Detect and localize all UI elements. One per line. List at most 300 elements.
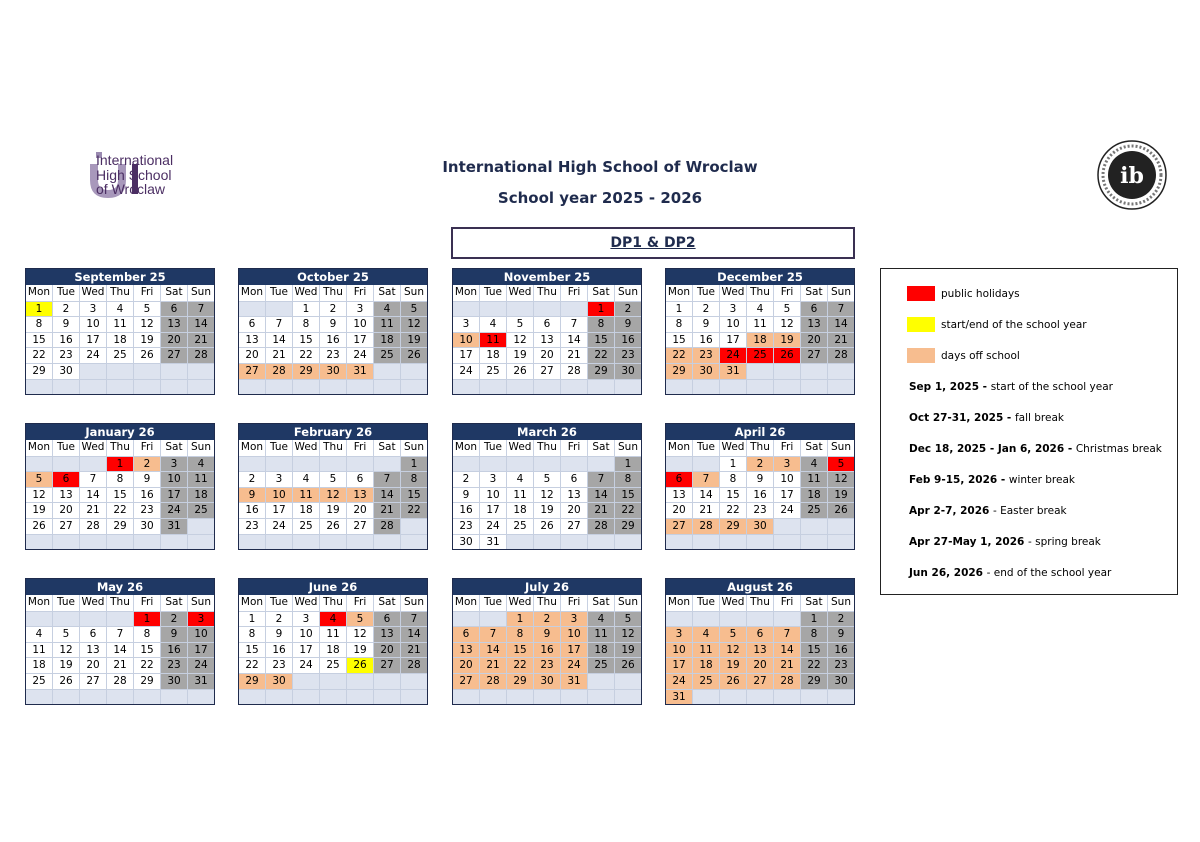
day-cell: 28 bbox=[401, 657, 427, 673]
weekday-label: Thu bbox=[747, 285, 774, 301]
empty-cell bbox=[53, 456, 80, 472]
week-row bbox=[453, 456, 641, 472]
empty-cell bbox=[453, 611, 480, 627]
empty-cell bbox=[266, 689, 293, 705]
day-cell: 22 bbox=[588, 347, 615, 363]
day-cell: 2 bbox=[828, 611, 854, 627]
day-cell: 28 bbox=[588, 518, 615, 534]
weekday-label: Sun bbox=[828, 595, 854, 611]
empty-cell bbox=[374, 363, 401, 379]
day-cell: 15 bbox=[293, 332, 320, 348]
day-cell: 27 bbox=[453, 673, 480, 689]
weekday-label: Sun bbox=[828, 440, 854, 456]
empty-cell bbox=[188, 518, 214, 534]
day-cell: 13 bbox=[561, 487, 588, 503]
day-cell: 2 bbox=[134, 456, 161, 472]
empty-cell bbox=[720, 379, 747, 395]
weekday-header-row bbox=[453, 595, 641, 611]
empty-cell bbox=[507, 379, 534, 395]
day-cell: 1 bbox=[801, 611, 828, 627]
day-cell: 8 bbox=[239, 626, 266, 642]
day-cell: 4 bbox=[188, 456, 214, 472]
day-cell: 14 bbox=[374, 487, 401, 503]
month-may-26 bbox=[25, 578, 215, 705]
day-cell: 25 bbox=[26, 673, 53, 689]
day-cell: 28 bbox=[828, 347, 854, 363]
day-cell: 29 bbox=[134, 673, 161, 689]
day-cell: 30 bbox=[615, 363, 641, 379]
day-cell: 31 bbox=[347, 363, 374, 379]
day-cell: 2 bbox=[53, 301, 80, 317]
weekday-label: Wed bbox=[720, 595, 747, 611]
week-row bbox=[666, 301, 854, 317]
legend-date: Apr 2-7, 2026 bbox=[909, 505, 993, 517]
empty-cell bbox=[774, 689, 801, 705]
empty-cell bbox=[774, 518, 801, 534]
week-row bbox=[453, 332, 641, 348]
weekday-label: Sun bbox=[401, 285, 427, 301]
day-cell: 19 bbox=[720, 657, 747, 673]
day-cell: 2 bbox=[615, 301, 641, 317]
day-cell: 14 bbox=[774, 642, 801, 658]
empty-cell bbox=[774, 611, 801, 627]
day-cell: 28 bbox=[80, 518, 107, 534]
weekday-label: Sat bbox=[374, 440, 401, 456]
month-title: October 25 bbox=[239, 269, 427, 285]
week-row bbox=[453, 626, 641, 642]
day-cell: 27 bbox=[534, 363, 561, 379]
weekday-label: Fri bbox=[561, 440, 588, 456]
day-cell: 4 bbox=[588, 611, 615, 627]
day-cell: 2 bbox=[453, 471, 480, 487]
day-cell: 3 bbox=[266, 471, 293, 487]
weekday-label: Sat bbox=[588, 285, 615, 301]
day-cell: 20 bbox=[53, 502, 80, 518]
week-row bbox=[239, 611, 427, 627]
day-cell: 1 bbox=[666, 301, 693, 317]
empty-cell bbox=[374, 689, 401, 705]
weekday-label: Fri bbox=[134, 285, 161, 301]
weekday-header-row bbox=[26, 440, 214, 456]
day-cell: 16 bbox=[693, 332, 720, 348]
day-cell: 3 bbox=[561, 611, 588, 627]
empty-cell bbox=[453, 456, 480, 472]
weekday-label: Sun bbox=[615, 595, 641, 611]
day-cell: 19 bbox=[828, 487, 854, 503]
day-cell: 26 bbox=[26, 518, 53, 534]
day-cell: 17 bbox=[80, 332, 107, 348]
day-cell: 20 bbox=[80, 657, 107, 673]
empty-cell bbox=[239, 301, 266, 317]
day-cell: 24 bbox=[266, 518, 293, 534]
month-title: March 26 bbox=[453, 424, 641, 440]
empty-cell bbox=[188, 689, 214, 705]
weekday-label: Sun bbox=[615, 285, 641, 301]
day-cell: 25 bbox=[107, 347, 134, 363]
month-december-25 bbox=[665, 268, 855, 395]
empty-cell bbox=[347, 379, 374, 395]
day-cell: 14 bbox=[693, 487, 720, 503]
day-cell: 21 bbox=[266, 347, 293, 363]
day-cell: 27 bbox=[239, 363, 266, 379]
empty-cell bbox=[774, 363, 801, 379]
day-cell: 14 bbox=[828, 316, 854, 332]
day-cell: 14 bbox=[561, 332, 588, 348]
empty-cell bbox=[107, 379, 134, 395]
day-cell: 9 bbox=[828, 626, 854, 642]
day-cell: 18 bbox=[747, 332, 774, 348]
day-cell: 25 bbox=[747, 347, 774, 363]
month-november-25 bbox=[452, 268, 642, 395]
day-cell: 4 bbox=[374, 301, 401, 317]
empty-cell bbox=[320, 534, 347, 550]
day-cell: 21 bbox=[401, 642, 427, 658]
empty-cell bbox=[320, 689, 347, 705]
weekday-label: Mon bbox=[239, 440, 266, 456]
empty-cell bbox=[161, 689, 188, 705]
day-cell: 10 bbox=[666, 642, 693, 658]
weekday-label: Sat bbox=[801, 285, 828, 301]
empty-cell bbox=[801, 379, 828, 395]
day-cell: 18 bbox=[107, 332, 134, 348]
day-cell: 30 bbox=[134, 518, 161, 534]
weekday-label: Mon bbox=[666, 440, 693, 456]
day-cell: 13 bbox=[801, 316, 828, 332]
day-cell: 29 bbox=[293, 363, 320, 379]
day-cell: 15 bbox=[26, 332, 53, 348]
legend-date: Apr 27-May 1, 2026 bbox=[909, 536, 1028, 548]
day-cell: 11 bbox=[507, 487, 534, 503]
empty-cell bbox=[53, 611, 80, 627]
weekday-label: Tue bbox=[693, 440, 720, 456]
day-cell: 18 bbox=[320, 642, 347, 658]
empty-cell bbox=[507, 534, 534, 550]
month-march-26 bbox=[452, 423, 642, 550]
day-cell: 12 bbox=[828, 471, 854, 487]
empty-cell bbox=[401, 379, 427, 395]
day-cell: 26 bbox=[720, 673, 747, 689]
empty-cell bbox=[561, 534, 588, 550]
empty-cell bbox=[615, 379, 641, 395]
day-cell: 22 bbox=[615, 502, 641, 518]
day-cell: 12 bbox=[53, 642, 80, 658]
weekday-label: Thu bbox=[320, 595, 347, 611]
legend-date-note bbox=[909, 536, 1101, 548]
weekday-label: Mon bbox=[239, 285, 266, 301]
day-cell: 1 bbox=[26, 301, 53, 317]
empty-cell bbox=[374, 379, 401, 395]
weekday-label: Wed bbox=[507, 595, 534, 611]
day-cell: 27 bbox=[801, 347, 828, 363]
day-cell: 17 bbox=[480, 502, 507, 518]
week-row bbox=[666, 363, 854, 379]
day-cell: 17 bbox=[347, 332, 374, 348]
empty-cell bbox=[347, 689, 374, 705]
empty-cell bbox=[480, 379, 507, 395]
empty-cell bbox=[480, 689, 507, 705]
day-cell: 20 bbox=[747, 657, 774, 673]
day-cell: 13 bbox=[534, 332, 561, 348]
weekday-label: Fri bbox=[347, 595, 374, 611]
day-cell: 12 bbox=[507, 332, 534, 348]
day-cell: 15 bbox=[720, 487, 747, 503]
day-cell: 2 bbox=[534, 611, 561, 627]
day-cell: 14 bbox=[401, 626, 427, 642]
empty-cell bbox=[453, 689, 480, 705]
day-cell: 25 bbox=[588, 657, 615, 673]
week-row bbox=[453, 487, 641, 503]
day-cell: 11 bbox=[374, 316, 401, 332]
weekday-label: Wed bbox=[80, 595, 107, 611]
weekday-label: Sat bbox=[161, 440, 188, 456]
day-cell: 4 bbox=[293, 471, 320, 487]
page-subtitle: School year 2025 - 2026 bbox=[497, 189, 703, 207]
empty-cell bbox=[26, 534, 53, 550]
week-row bbox=[26, 534, 214, 550]
empty-cell bbox=[80, 379, 107, 395]
day-cell: 4 bbox=[107, 301, 134, 317]
day-cell: 1 bbox=[588, 301, 615, 317]
week-row bbox=[453, 689, 641, 705]
legend-description: - end of the school year bbox=[986, 567, 1112, 579]
week-row bbox=[239, 642, 427, 658]
day-cell: 7 bbox=[401, 611, 427, 627]
week-row bbox=[453, 502, 641, 518]
weekday-label: Fri bbox=[134, 440, 161, 456]
weekday-label: Thu bbox=[747, 440, 774, 456]
day-cell: 24 bbox=[80, 347, 107, 363]
day-cell: 19 bbox=[347, 642, 374, 658]
day-cell: 26 bbox=[507, 363, 534, 379]
day-cell: 28 bbox=[107, 673, 134, 689]
day-cell: 11 bbox=[107, 316, 134, 332]
day-cell: 1 bbox=[615, 456, 641, 472]
day-cell: 1 bbox=[401, 456, 427, 472]
day-cell: 24 bbox=[666, 673, 693, 689]
day-cell: 24 bbox=[774, 502, 801, 518]
day-cell: 10 bbox=[774, 471, 801, 487]
empty-cell bbox=[26, 611, 53, 627]
day-cell: 18 bbox=[507, 502, 534, 518]
day-cell: 12 bbox=[774, 316, 801, 332]
day-cell: 26 bbox=[53, 673, 80, 689]
day-cell: 11 bbox=[480, 332, 507, 348]
week-row bbox=[666, 673, 854, 689]
week-row bbox=[26, 611, 214, 627]
week-row bbox=[239, 657, 427, 673]
day-cell: 6 bbox=[453, 626, 480, 642]
day-cell: 22 bbox=[720, 502, 747, 518]
day-cell: 18 bbox=[26, 657, 53, 673]
day-cell: 17 bbox=[453, 347, 480, 363]
weekday-header-row bbox=[666, 595, 854, 611]
week-row bbox=[453, 657, 641, 673]
day-cell: 5 bbox=[615, 611, 641, 627]
empty-cell bbox=[347, 534, 374, 550]
day-cell: 2 bbox=[161, 611, 188, 627]
day-cell: 2 bbox=[239, 471, 266, 487]
day-cell: 1 bbox=[507, 611, 534, 627]
day-cell: 14 bbox=[80, 487, 107, 503]
day-cell: 31 bbox=[480, 534, 507, 550]
day-cell: 6 bbox=[801, 301, 828, 317]
week-row bbox=[239, 363, 427, 379]
weekday-label: Thu bbox=[107, 595, 134, 611]
day-cell: 9 bbox=[53, 316, 80, 332]
day-cell: 12 bbox=[720, 642, 747, 658]
day-cell: 9 bbox=[239, 487, 266, 503]
weekday-label: Sun bbox=[188, 595, 214, 611]
empty-cell bbox=[507, 456, 534, 472]
weekday-label: Mon bbox=[26, 440, 53, 456]
empty-cell bbox=[774, 379, 801, 395]
day-cell: 16 bbox=[534, 642, 561, 658]
day-cell: 7 bbox=[693, 471, 720, 487]
empty-cell bbox=[347, 456, 374, 472]
day-cell: 20 bbox=[347, 502, 374, 518]
month-january-26 bbox=[25, 423, 215, 550]
day-cell: 8 bbox=[507, 626, 534, 642]
day-cell: 27 bbox=[747, 673, 774, 689]
week-row bbox=[239, 347, 427, 363]
month-june-26 bbox=[238, 578, 428, 705]
day-cell: 2 bbox=[266, 611, 293, 627]
day-cell: 19 bbox=[320, 502, 347, 518]
empty-cell bbox=[534, 534, 561, 550]
weekday-label: Mon bbox=[666, 595, 693, 611]
week-row bbox=[666, 611, 854, 627]
day-cell: 13 bbox=[161, 316, 188, 332]
day-cell: 21 bbox=[561, 347, 588, 363]
day-cell: 21 bbox=[107, 657, 134, 673]
day-cell: 10 bbox=[188, 626, 214, 642]
week-row bbox=[453, 379, 641, 395]
empty-cell bbox=[507, 301, 534, 317]
day-cell: 28 bbox=[480, 673, 507, 689]
day-cell: 28 bbox=[374, 518, 401, 534]
day-cell: 9 bbox=[747, 471, 774, 487]
day-cell: 26 bbox=[347, 657, 374, 673]
day-cell: 26 bbox=[828, 502, 854, 518]
day-cell: 30 bbox=[53, 363, 80, 379]
weekday-label: Tue bbox=[53, 440, 80, 456]
weekday-label: Thu bbox=[107, 285, 134, 301]
week-row bbox=[26, 642, 214, 658]
weekday-label: Wed bbox=[720, 285, 747, 301]
day-cell: 18 bbox=[693, 657, 720, 673]
week-row bbox=[26, 471, 214, 487]
day-cell: 17 bbox=[720, 332, 747, 348]
day-cell: 30 bbox=[320, 363, 347, 379]
day-cell: 8 bbox=[293, 316, 320, 332]
day-cell: 23 bbox=[161, 657, 188, 673]
day-cell: 22 bbox=[293, 347, 320, 363]
weekday-label: Fri bbox=[561, 595, 588, 611]
day-cell: 19 bbox=[134, 332, 161, 348]
day-cell: 16 bbox=[134, 487, 161, 503]
day-cell: 23 bbox=[266, 657, 293, 673]
week-row bbox=[666, 642, 854, 658]
day-cell: 22 bbox=[801, 657, 828, 673]
day-cell: 15 bbox=[107, 487, 134, 503]
day-cell: 10 bbox=[347, 316, 374, 332]
day-cell: 3 bbox=[80, 301, 107, 317]
empty-cell bbox=[534, 689, 561, 705]
empty-cell bbox=[266, 379, 293, 395]
day-cell: 15 bbox=[588, 332, 615, 348]
weekday-header-row bbox=[453, 440, 641, 456]
day-cell: 27 bbox=[80, 673, 107, 689]
weekday-label: Fri bbox=[774, 440, 801, 456]
legend-date-note bbox=[909, 443, 1162, 455]
weekday-label: Tue bbox=[693, 595, 720, 611]
day-cell: 19 bbox=[26, 502, 53, 518]
empty-cell bbox=[26, 689, 53, 705]
empty-cell bbox=[188, 534, 214, 550]
day-cell: 19 bbox=[774, 332, 801, 348]
day-cell: 14 bbox=[266, 332, 293, 348]
day-cell: 3 bbox=[453, 316, 480, 332]
day-cell: 22 bbox=[107, 502, 134, 518]
empty-cell bbox=[480, 456, 507, 472]
week-row bbox=[239, 316, 427, 332]
day-cell: 30 bbox=[693, 363, 720, 379]
week-row bbox=[26, 657, 214, 673]
weekday-label: Sat bbox=[588, 440, 615, 456]
day-cell: 13 bbox=[666, 487, 693, 503]
day-cell: 10 bbox=[720, 316, 747, 332]
day-cell: 12 bbox=[534, 487, 561, 503]
day-cell: 22 bbox=[239, 657, 266, 673]
weekday-label: Tue bbox=[266, 595, 293, 611]
day-cell: 14 bbox=[107, 642, 134, 658]
empty-cell bbox=[720, 689, 747, 705]
empty-cell bbox=[80, 363, 107, 379]
legend-description: fall break bbox=[1014, 412, 1064, 424]
day-cell: 29 bbox=[615, 518, 641, 534]
day-cell: 23 bbox=[828, 657, 854, 673]
empty-cell bbox=[401, 363, 427, 379]
empty-cell bbox=[266, 301, 293, 317]
empty-cell bbox=[666, 534, 693, 550]
day-cell: 18 bbox=[588, 642, 615, 658]
day-cell: 26 bbox=[774, 347, 801, 363]
day-cell: 29 bbox=[588, 363, 615, 379]
day-cell: 24 bbox=[561, 657, 588, 673]
day-cell: 1 bbox=[134, 611, 161, 627]
day-cell: 12 bbox=[347, 626, 374, 642]
day-cell: 24 bbox=[293, 657, 320, 673]
day-cell: 16 bbox=[53, 332, 80, 348]
week-row bbox=[239, 487, 427, 503]
day-cell: 12 bbox=[401, 316, 427, 332]
empty-cell bbox=[134, 534, 161, 550]
week-row bbox=[453, 611, 641, 627]
empty-cell bbox=[53, 379, 80, 395]
week-row bbox=[26, 347, 214, 363]
empty-cell bbox=[239, 456, 266, 472]
week-row bbox=[239, 502, 427, 518]
day-cell: 7 bbox=[107, 626, 134, 642]
empty-cell bbox=[480, 611, 507, 627]
week-row bbox=[26, 487, 214, 503]
day-cell: 3 bbox=[774, 456, 801, 472]
day-cell: 9 bbox=[134, 471, 161, 487]
day-cell: 5 bbox=[320, 471, 347, 487]
weekday-label: Tue bbox=[53, 285, 80, 301]
day-cell: 11 bbox=[293, 487, 320, 503]
day-cell: 20 bbox=[239, 347, 266, 363]
